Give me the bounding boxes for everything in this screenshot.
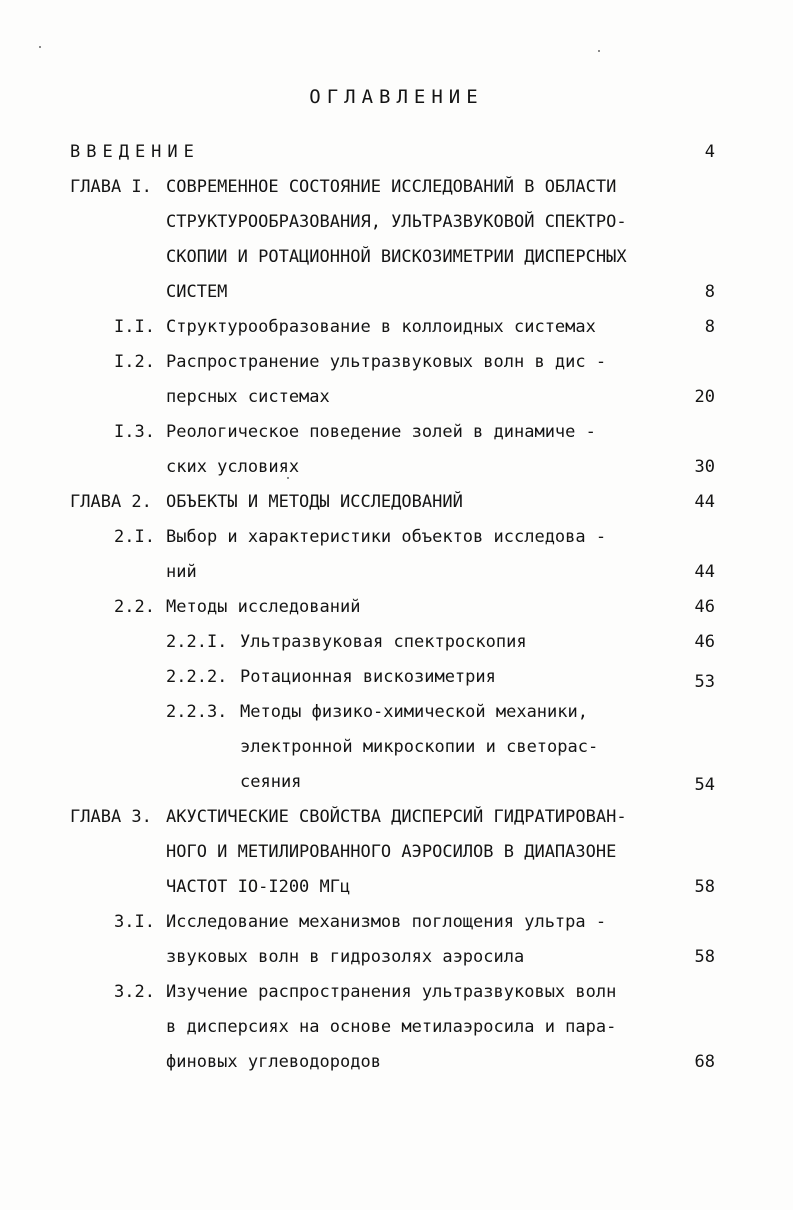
toc-s2-2-page: 46 [694,597,715,617]
scan-speck [598,50,600,52]
toc-s2-2-1-line: Ультразвуковая спектроскопия [240,632,527,652]
toc-s3-2-line: финовых углеводородов [166,1052,381,1072]
toc-s1-1-num: I.I. [114,317,155,337]
toc-s1-3-line: Реологическое поведение золей в динамиче - [166,422,596,442]
toc-s2-2-2-num: 2.2.2. [166,667,228,687]
toc-s1-3-line: ских условиях [166,457,300,477]
toc-s2-1-line: Выбор и характеристики объектов исследова - [166,527,607,547]
toc-s2-2-3-num: 2.2.3. [166,702,228,722]
toc-s2-2-2-page: 53 [694,672,715,692]
toc-ch3-line: АКУСТИЧЕСКИЕ СВОЙСТВА ДИСПЕРСИЙ ГИДРАТИРОВАН- [166,807,627,827]
toc-s2-2-1-num: 2.2.I. [166,632,228,652]
toc-s1-2-line: Распространение ультразвуковых волн в дис - [166,352,607,372]
toc-s3-2-page: 68 [694,1052,715,1072]
toc-s2-2-3-page: 54 [694,775,715,795]
toc-s1-1-line: Структурообразование в коллоидных системах [166,317,596,337]
toc-s1-2-page: 20 [694,387,715,407]
toc-title: ОГЛАВЛЕНИЕ [309,86,484,108]
toc-s2-1-line: ний [166,562,197,582]
toc-s1-3-page: 30 [694,457,715,477]
toc-s1-3-num: I.3. [114,422,155,442]
toc-ch3-label: ГЛАВА 3. [70,807,152,827]
toc-s2-2-3-line: электронной микроскопии и светорас- [240,737,599,757]
toc-s3-1-line: звуковых волн в гидрозолях аэросила [166,947,525,967]
toc-ch1-line: СИСТЕМ [166,282,228,302]
toc-ch2-line: ОБЪЕКТЫ И МЕТОДЫ ИССЛЕДОВАНИЙ [166,492,463,512]
toc-s2-2-line: Методы исследований [166,597,361,617]
toc-ch1-label: ГЛАВА I. [70,177,152,197]
toc-ch3-line: НОГО И МЕТИЛИРОВАННОГО АЭРОСИЛОВ В ДИАПАЗОНЕ [166,842,617,862]
toc-ch1-line: СТРУКТУРООБРАЗОВАНИЯ, УЛЬТРАЗВУКОВОЙ СПЕКТРО- [166,212,627,232]
scan-speck [39,46,41,48]
toc-ch1-line: СКОПИИ И РОТАЦИОННОЙ ВИСКОЗИМЕТРИИ ДИСПЕРСНЫХ [166,247,627,267]
toc-ch3-page: 58 [694,877,715,897]
toc-s3-1-num: 3.I. [114,912,155,932]
toc-s2-1-num: 2.I. [114,527,155,547]
toc-s2-1-page: 44 [694,562,715,582]
toc-s3-2-line: Изучение распространения ультразвуковых волн [166,982,617,1002]
toc-s3-1-line: Исследование механизмов поглощения ультра - [166,912,607,932]
toc-ch1-line: СОВРЕМЕННОЕ СОСТОЯНИЕ ИССЛЕДОВАНИЙ В ОБЛАСТИ [166,177,617,197]
toc-s3-2-line: в дисперсиях на основе метилаэросила и пара- [166,1017,617,1037]
toc-s1-2-line: персных системах [166,387,330,407]
toc-s1-2-num: I.2. [114,352,155,372]
toc-intro: ВВЕДЕНИЕ [70,142,200,162]
toc-s3-1-page: 58 [694,947,715,967]
toc-ch2-label: ГЛАВА 2. [70,492,152,512]
toc-s2-2-3-line: Методы физико-химической механики, [240,702,588,722]
toc-ch1-page: 8 [704,282,715,302]
toc-intro-page: 4 [704,142,715,162]
toc-s1-1-page: 8 [704,317,715,337]
toc-s2-2-1-page: 46 [694,632,715,652]
toc-s3-2-num: 3.2. [114,982,155,1002]
toc-ch2-page: 44 [694,492,715,512]
toc-s2-2-3-line: сеяния [240,772,302,792]
toc-s2-2-2-line: Ротационная вискозиметрия [240,667,496,687]
toc-s2-2-num: 2.2. [114,597,155,617]
toc-ch3-line: ЧАСТОТ IO-I200 МГц [166,877,351,897]
